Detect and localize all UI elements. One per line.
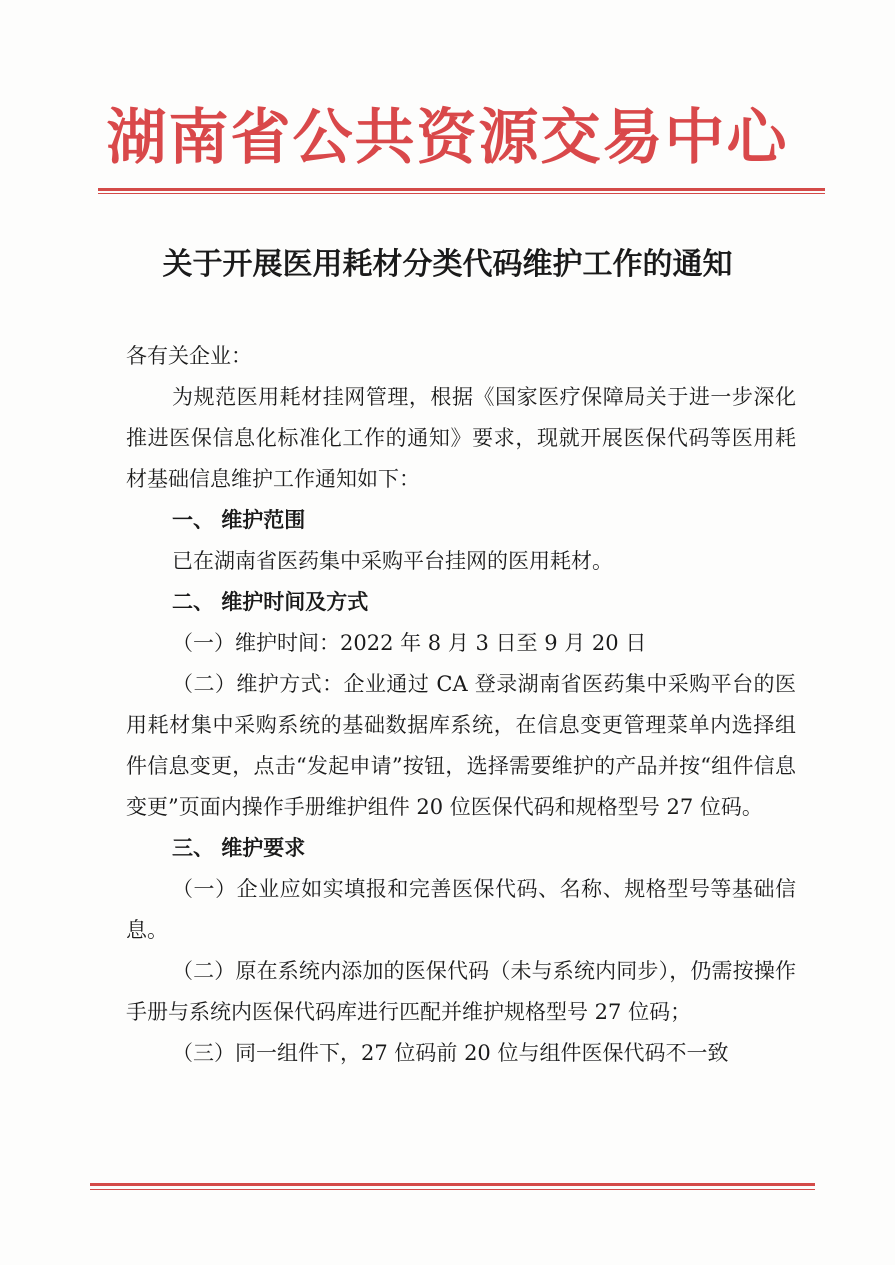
section-heading-scope: 一、 维护范围 [172, 508, 306, 532]
section-heading-requirements: 三、 维护要求 [172, 836, 306, 860]
footer-divider-thin [90, 1189, 815, 1190]
requirement-item-3: （三）同一组件下，27 位码前 20 位与组件医保代码不一致 [172, 1041, 729, 1065]
requirement-item-2: （二）原在系统内添加的医保代码（未与系统内同步），仍需按操作手册与系统内医保代码库进行匹配并维护规格型号 27 位码； [126, 959, 796, 1024]
header-divider-thick [98, 188, 825, 191]
maintenance-time-item: （一）维护时间：2022 年 8 月 3 日至 9 月 20 日 [172, 631, 647, 655]
salutation: 各有关企业： [126, 344, 252, 368]
section-heading-time-method: 二、 维护时间及方式 [172, 590, 369, 614]
maintenance-method-item: （二）维护方式：企业通过 CA 登录湖南省医药集中采购平台的医用耗材集中采购系统的基础数据库系统，在信息变更管理菜单内选择组件信息变更，点击“发起申请”按钮，选择需要维护的产品并按“组件信息变更”页面内操作手册维护组件 20 位医保代码和规格型号 27 位码。 [126, 672, 796, 819]
requirement-item-1: （一）企业应如实填报和完善医保代码、名称、规格型号等基础信息。 [126, 877, 796, 942]
notice-body [126, 336, 796, 1074]
header-divider-thin [98, 193, 825, 194]
notice-title: 关于开展医用耗材分类代码维护工作的通知 [162, 247, 733, 282]
section-scope-text: 已在湖南省医药集中采购平台挂网的医用耗材。 [172, 549, 613, 573]
intro-paragraph: 为规范医用耗材挂网管理，根据《国家医疗保障局关于进一步深化推进医保信息化标准化工作的通知》要求，现就开展医保代码等医用耗材基础信息维护工作通知如下： [126, 385, 796, 491]
org-letterhead-title: 湖南省公共资源交易中心 [106, 103, 789, 173]
footer-divider-thick [90, 1183, 815, 1186]
